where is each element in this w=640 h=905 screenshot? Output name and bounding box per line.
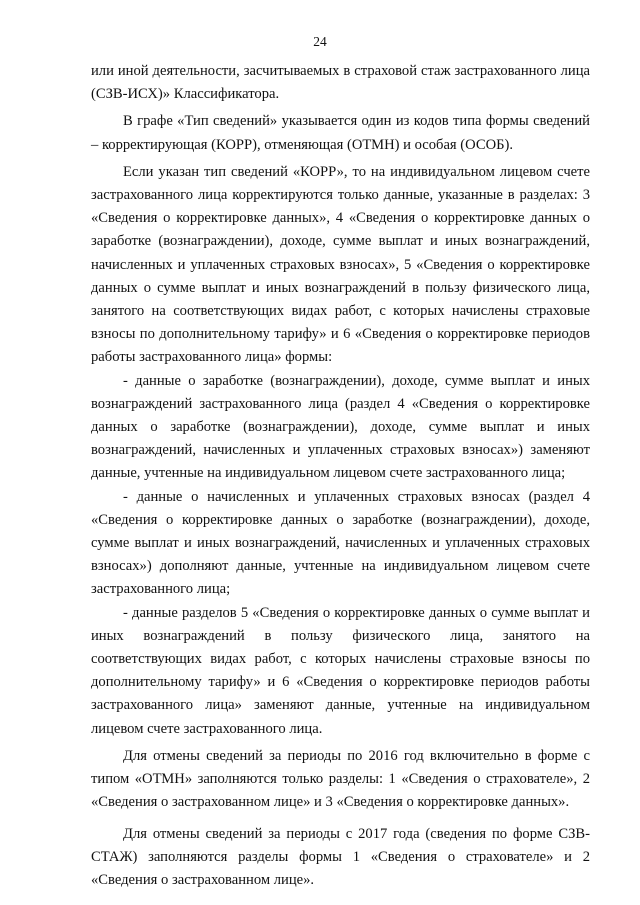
paragraph-cancel-before-2016: Для отмены сведений за периоды по 2016 год включительно в форме с типом «ОТМН» заполняются только разделы: 1 «Сведения о страхователе», 2 «Сведения о застрахованном лице» и 3 «Сведения о корректировке данных». [91,747,590,811]
paragraph-corr-type: Если указан тип сведений «КОРР», то на индивидуальном лицевом счете застрахованного лица корректируются только данные, указанные в разделах: 3 «Сведения о корректировке данных», 4 «Сведения о корректировке данных о заработке (вознаграждении), доходе, сумме выплат и иных вознаграждений, начисленных и уплаченных страховых взносах», 5 «Сведения о корректировке данных о сумме выплат и иных вознаграждений в пользу физического лица, занятого на соответствующих видах работ, с которых начислены страховые взносы по дополнительному тарифу» и 6 «Сведения о корректировке периодов работы застрахованного лица» формы: [91,163,590,366]
list-item-sections-5-6-data: - данные разделов 5 «Сведения о корректировке данных о сумме выплат и иных вознаграждений в пользу физического лица, занятого на соответствующих видах работ, с которых начислены страховые взносы по дополнительному тарифу» и 6 «Сведения о корректировке периодов работы застрахованного лица» заменяют данные, учтенные на индивидуальном лицевом счете застрахованного лица. [91,604,590,737]
paragraph-continuation: или иной деятельности, засчитываемых в страховой стаж застрахованного лица (СЗВ-ИСХ)» Классификатора. [91,63,590,103]
page-number: 24 [313,34,327,49]
paragraph-cancel-from-2017: Для отмены сведений за периоды с 2017 года (сведения по форме СЗВ-СТАЖ) заполняются разделы формы 1 «Сведения о страхователе» и 2 «Сведения о застрахованном лице». [91,825,590,888]
document-body [91,60,590,892]
paragraph-info-type: В графе «Тип сведений» указывается один из кодов типа формы сведений – корректирующая (КОРР), отменяющая (ОТМН) и особая (ОСОБ). [91,113,590,153]
list-item-contributions-data: - данные о начисленных и уплаченных страховых взносах (раздел 4 «Сведения о корректировке данных о заработке (вознаграждении), доходе, сумме выплат и иных вознаграждений, начисленных и уплаченных страховых взносах») дополняют данные, учтенные на индивидуальном лицевом счете застрахованного лица; [91,488,590,598]
list-item-earnings-data: - данные о заработке (вознаграждении), доходе, сумме выплат и иных вознаграждений застрахованного лица (раздел 4 «Сведения о корректировке данных о заработке (вознаграждении), доходе, сумме выплат и иных вознаграждений, начисленных и уплаченных страховых взносах») заменяют данные, учтенные на индивидуальном лицевом счете застрахованного лица; [91,372,590,482]
